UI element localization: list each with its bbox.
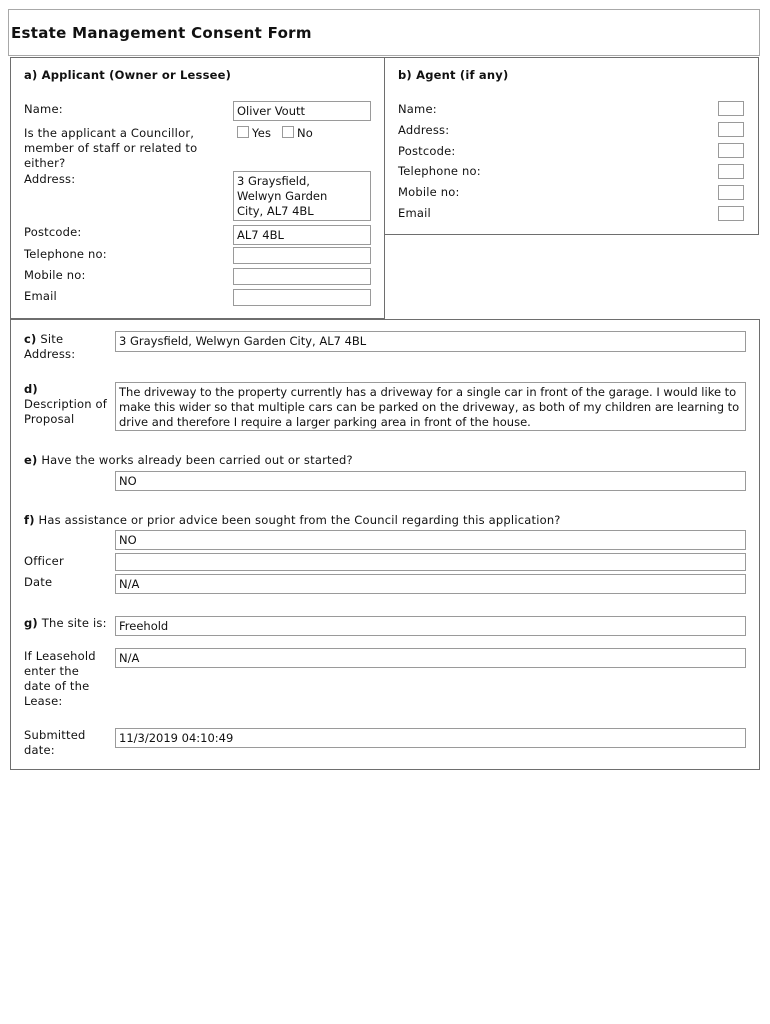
- date-label: Date: [24, 575, 53, 589]
- assistance-question: [24, 513, 561, 528]
- submitted-date-field[interactable]: 11/3/2019 04:10:49: [115, 728, 746, 748]
- proposal-description-field[interactable]: The driveway to the property currently has a driveway for a single car in front of the garage. I would like to make this wider so that multiple cars can be parked on the driveway, as both of my children are learning to drive and therefore I require a larger parking area in front of the house.: [115, 382, 746, 431]
- works-question-text: Have the works already been carried out or started?: [41, 453, 353, 467]
- works-question: [24, 453, 353, 468]
- site-label-text: Site Address:: [24, 332, 76, 361]
- yes-label: Yes: [252, 126, 272, 140]
- councillor-no-option[interactable]: [282, 126, 313, 141]
- agent-telephone-label: Telephone no:: [398, 164, 481, 178]
- agent-address-label: Address:: [398, 123, 450, 137]
- applicant-email-field[interactable]: [233, 289, 371, 306]
- tenure-label: [24, 616, 112, 631]
- applicant-postcode-field[interactable]: AL7 4BL: [233, 225, 371, 245]
- applicant-email-label: Email: [24, 289, 57, 303]
- tenure-prefix: g): [24, 616, 38, 630]
- applicant-telephone-label: Telephone no:: [24, 247, 107, 261]
- agent-heading: b) Agent (if any): [398, 68, 509, 82]
- agent-postcode-label: Postcode:: [398, 144, 456, 158]
- form-title: Estate Management Consent Form: [8, 9, 760, 56]
- applicant-address-label: Address:: [24, 172, 76, 186]
- applicant-telephone-field[interactable]: [233, 247, 371, 264]
- site-address-label: [24, 332, 112, 362]
- proposal-label-text: Description of Proposal: [24, 397, 108, 426]
- no-label: No: [297, 126, 314, 140]
- agent-name-label: Name:: [398, 102, 437, 116]
- officer-field[interactable]: [115, 553, 746, 571]
- councillor-question-label: Is the applicant a Councillor, member of staff or related to either?: [24, 126, 198, 170]
- applicant-name-field[interactable]: Oliver Voutt: [233, 101, 371, 121]
- agent-telephone-field[interactable]: [718, 164, 744, 179]
- site-prefix: c): [24, 332, 37, 346]
- agent-postcode-field[interactable]: [718, 143, 744, 158]
- proposal-prefix: d): [24, 382, 38, 396]
- works-prefix: e): [24, 453, 38, 467]
- applicant-postcode-label: Postcode:: [24, 225, 82, 239]
- applicant-heading: a) Applicant (Owner or Lessee): [24, 68, 232, 82]
- assistance-field[interactable]: NO: [115, 530, 746, 550]
- agent-address-field[interactable]: [718, 122, 744, 137]
- applicant-mobile-label: Mobile no:: [24, 268, 86, 282]
- works-field[interactable]: NO: [115, 471, 746, 491]
- agent-mobile-field[interactable]: [718, 185, 744, 200]
- proposal-label: [24, 382, 116, 427]
- tenure-field[interactable]: Freehold: [115, 616, 746, 636]
- date-field[interactable]: N/A: [115, 574, 746, 594]
- applicant-name-label: Name:: [24, 102, 63, 116]
- submitted-label: Submitted date:: [24, 728, 86, 757]
- applicant-mobile-field[interactable]: [233, 268, 371, 285]
- agent-mobile-label: Mobile no:: [398, 185, 460, 199]
- officer-label: Officer: [24, 554, 64, 568]
- councillor-yes-option[interactable]: [237, 126, 271, 141]
- site-address-field[interactable]: 3 Graysfield, Welwyn Garden City, AL7 4BL: [115, 331, 746, 352]
- assistance-prefix: f): [24, 513, 35, 527]
- no-checkbox[interactable]: [282, 126, 294, 138]
- lease-date-label: If Leasehold enter the date of the Lease:: [24, 649, 96, 708]
- agent-email-field[interactable]: [718, 206, 744, 221]
- yes-checkbox[interactable]: [237, 126, 249, 138]
- assistance-question-text: Has assistance or prior advice been sought from the Council regarding this application?: [38, 513, 561, 527]
- applicant-address-field[interactable]: 3 Graysfield, Welwyn Garden City, AL7 4BL: [233, 171, 371, 221]
- agent-email-label: Email: [398, 206, 431, 220]
- tenure-label-text: The site is:: [41, 616, 107, 630]
- lease-date-field[interactable]: N/A: [115, 648, 746, 668]
- agent-name-field[interactable]: [718, 101, 744, 116]
